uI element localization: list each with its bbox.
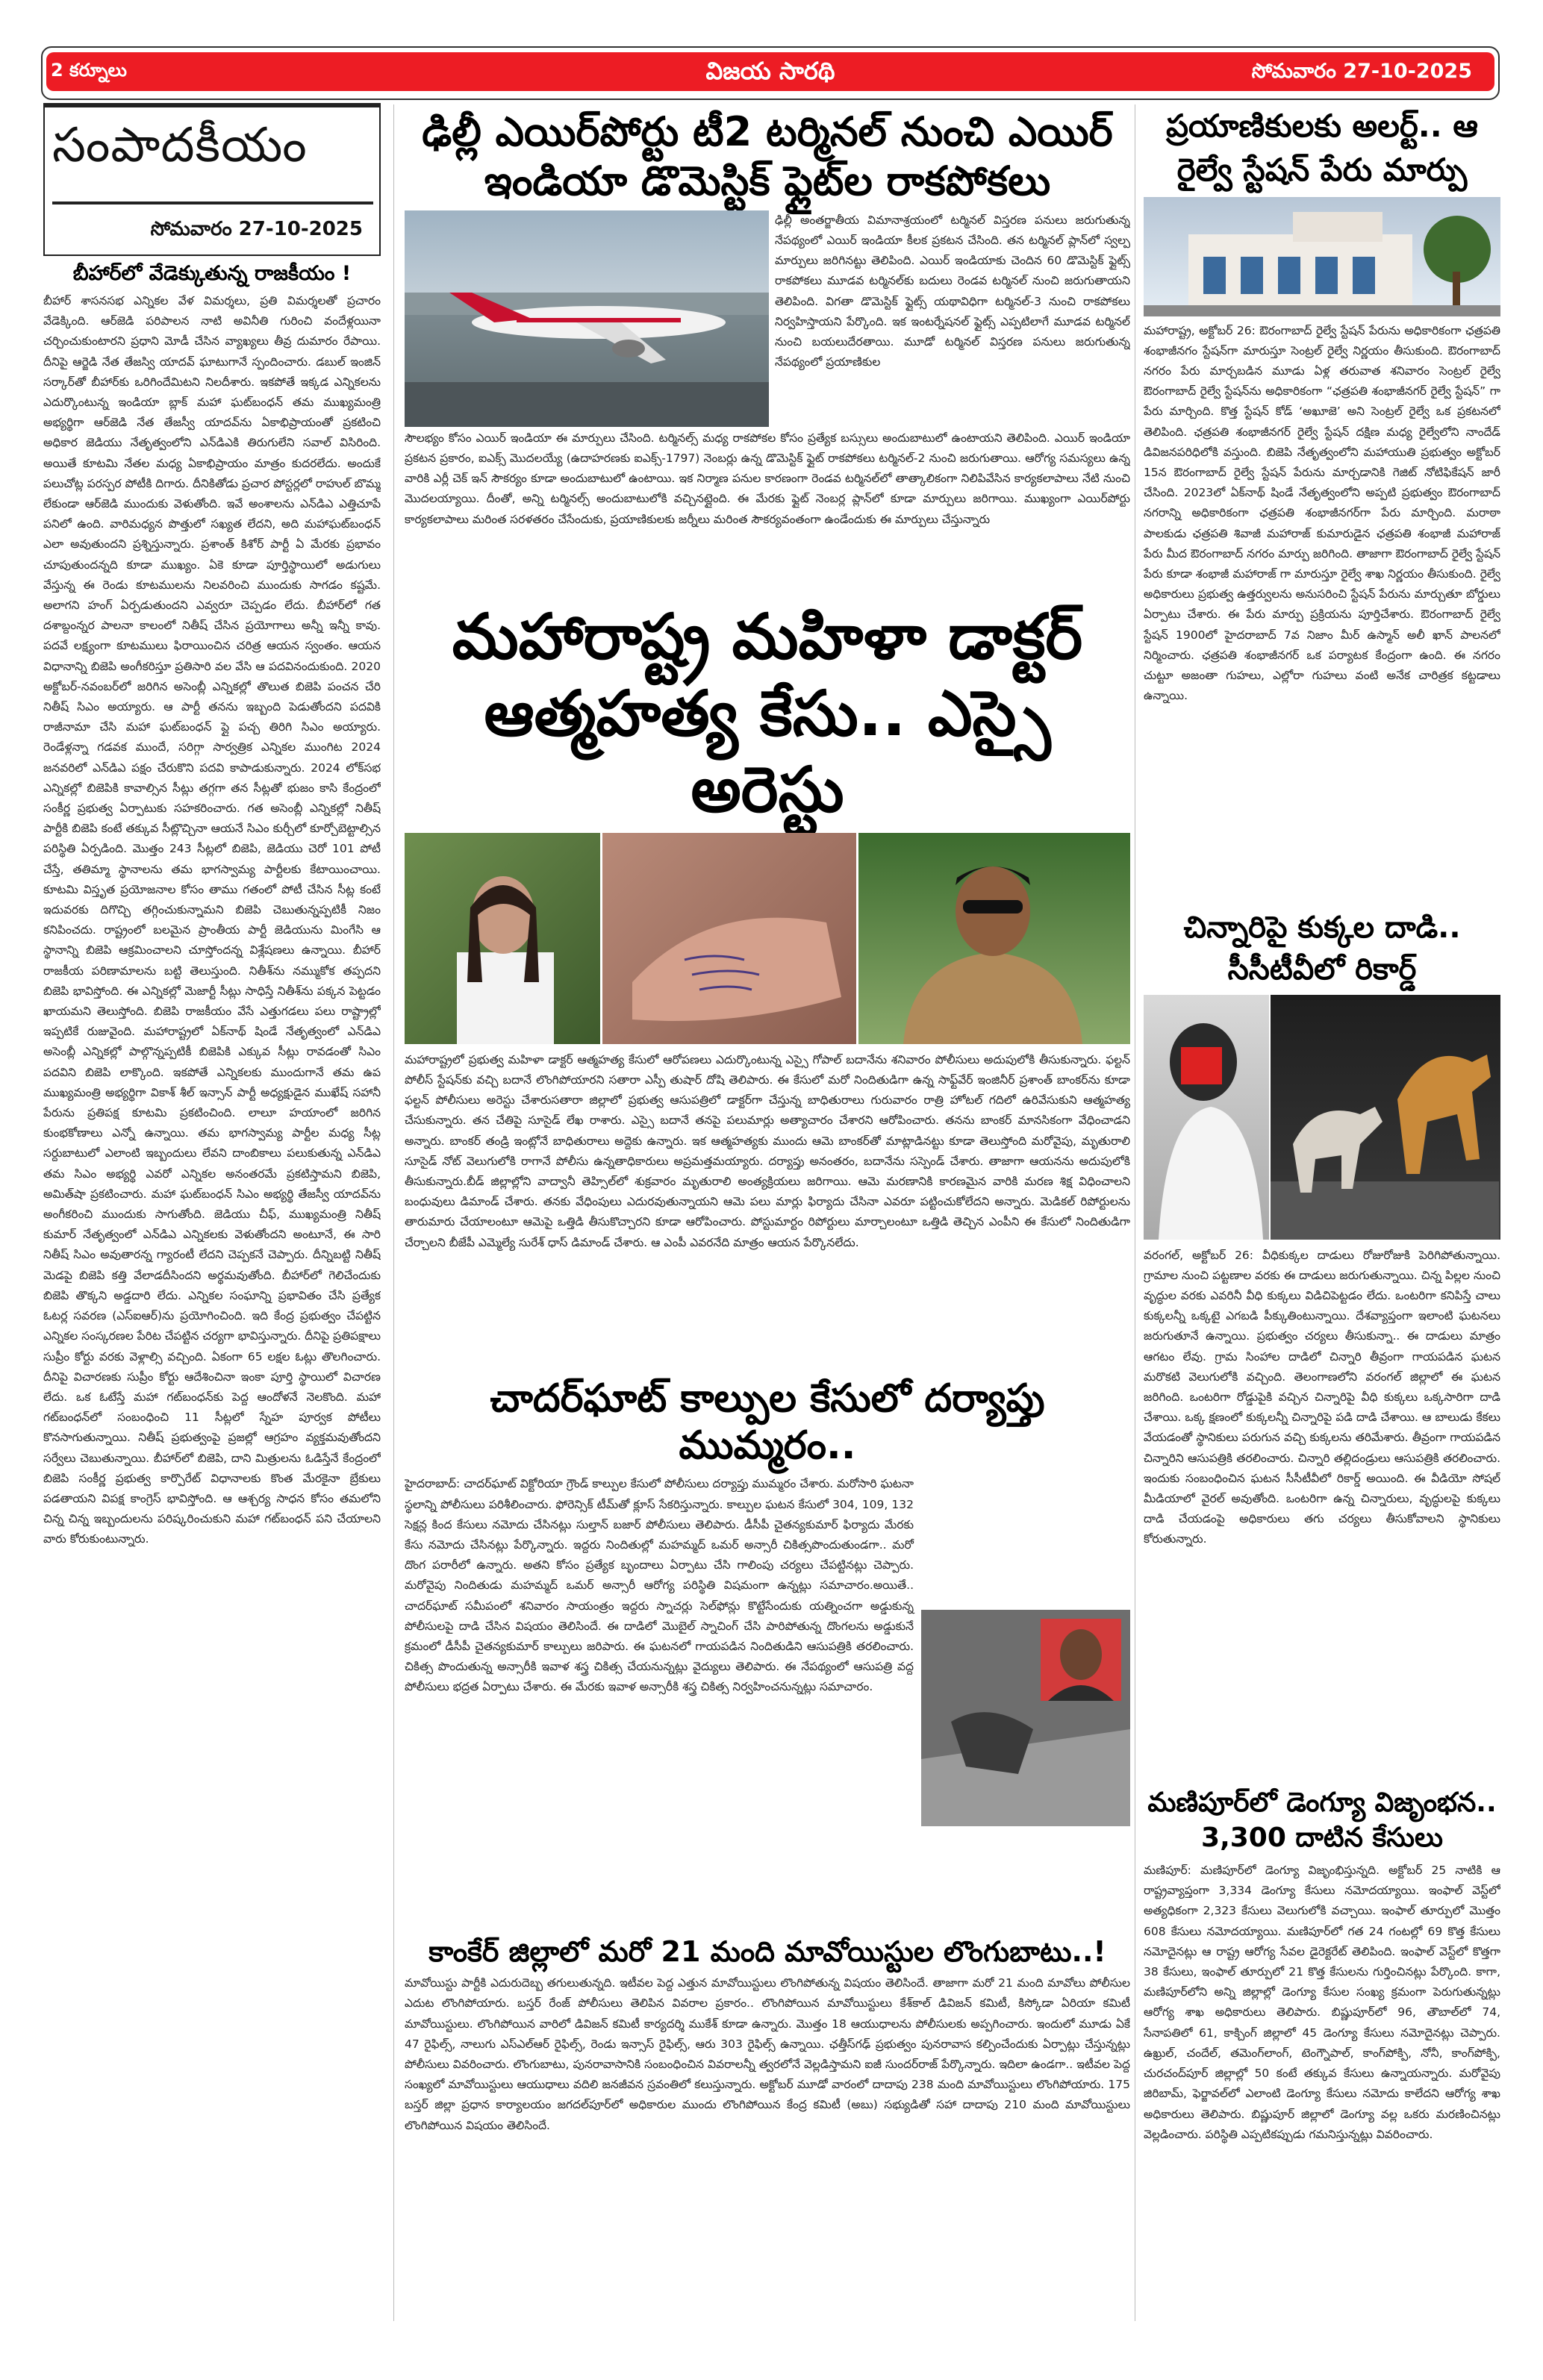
dog-photo-row (1144, 995, 1500, 1240)
column-divider (393, 104, 394, 2321)
dengue-headline-line2: 3,300 దాటిన కేసులు (1201, 1823, 1443, 1854)
dog-headline (1144, 907, 1500, 990)
airport-body-full (405, 428, 1130, 593)
child-photo (1144, 995, 1269, 1240)
airport-headline-line2: ఇండియా డొమెస్టిక్ ఫ్లైట్‌ల రాకపోకలు (484, 157, 1051, 204)
editorial-headline: బీహార్‌లో వేడెక్కుతున్న రాజకీయం ! (72, 262, 352, 285)
doctor-headline-line2: ఆత్మహత్య కేసు.. ఎస్సై అరెస్టు (484, 676, 1051, 827)
police-officer-photo (858, 833, 1130, 1044)
railway-headline (1144, 104, 1500, 193)
dog-headline-line2: సీసీటీవీలో రికార్డ్ (1227, 952, 1417, 987)
dog-headline-line1: చిన్నారిపై కుక్కల దాడి.. (1183, 910, 1461, 945)
hand-writing-image (602, 833, 856, 1044)
airport-text-side: ఢిల్లీ అంతర్జాతీయ విమానాశ్రయంలో టర్మినల్ విస్తరణ పనులు జరుగుతున్న నేపథ్యంలో ఎయిర్ ఇండియా కీలక ప్రకటన చేసింది. తన టర్మినల్ ప్లాన్‌లో స్వల్ప మార్పులు జరిగినట్టు తెలిపింది. ఎయిర్ ఇండియాకు చెందిన 60 డొమెస్టిక్ ఫ్లైట్స్ రాకపోకలు మూడవ టర్మినల్‌కు బదులు రెండవ టర్మినల్ నుంచి జరుగుతాయని తెలిపింది. విగతా డొమెస్టిక్ ఫ్లైట్స్ యథావిధిగా టర్మినల్-3 నుంచి రాకపోకలు నిర్వహిస్తాయని పేర్కొంది. ఇక ఇంటర్నేషనల్ ఫ్లైట్స్ ఎప్పటిలాగే మూడవ టర్మినల్ నుంచి బయలుదేరతాయి. మూడో టర్మినల్ విస్తరణ పనులు జరుగుతున్న నేపథ్యంలో ప్రయాణికుల (775, 213, 1130, 369)
officer-portrait-image (858, 833, 1129, 1044)
editorial-title: సంపాదకీయం (52, 118, 308, 173)
suicide-note-hand-photo (602, 833, 856, 1044)
airport-body-side (775, 210, 1130, 427)
maoist-body (405, 1973, 1130, 2321)
left-column (43, 103, 381, 2321)
dengue-body (1144, 1861, 1500, 2321)
masthead-date: సోమవారం 27-10-2025 (1251, 60, 1472, 83)
railway-text: మహారాష్ట్ర, అక్టోబర్ 26: ఔరంగాబాద్ రైల్వే స్టేషన్ పేరును అధికారికంగా ఛత్రపతి శంభాజీనగం స్టేషన్‌గా మారుస్తూ సెంట్రల్ రైల్వే నిర్ణయం తీసుకుంది. ఔరంగాబాద్ నగరం పేరు మార్చబడిన మూడు ఏళ్ల తరువాత శనివారం సెంట్రల్ రైల్వే ఔరంగాబాద్ రైల్వే స్టేషన్‌ను అధికారికంగా “ఛత్రపతి శంభాజీనగర్ రైల్వే స్టేషన్” గా పేరు మార్చింది. కొత్త స్టేషన్ కోడ్ ‘అఖూజె’ అని సెంట్రల్ రైల్వే ఒక ప్రకటనలో తెలిపింది. ఛత్రపతి శంభాజీనగర్ రైల్వే స్టేషన్ దక్షిణ మధ్య రైల్వేలోని నాందేడ్ డివిజనపరిధిలోకి వస్తుంది. బిజెపి నేతృత్వంలోని మహాయుతి ప్రభుత్వం అక్టోబర్ 15న ఔరంగాబాద్ రైల్వే స్టేషన్ పేరును మార్చడానికి గెజిట్ నోటిఫికేషన్ జారీ చేసింది. 2023లో ఏక్‌నాథ్ షిండే నేతృత్వంలోని అప్పటి ప్రభుత్వం ఔరంగాబాద్ నగరాన్ని అధికారికంగా ఛత్రపతి శంభాజీనగర్‌గా పేరు మార్చింది. మరాఠా పాలకుడు ఛత్రపతి శివాజీ మహారాజ్ కుమారుడైన ఛత్రపతి శంభాజీ మహారాజ్ పేరు మీద ఔరంగాబాద్ నగరం మార్పు జరిగింది. తాజాగా ఔరంగాబాద్ రైల్వే స్టేషన్ పేరు కూడా శంభాజీ మహారాజ్ గా మారుస్తూ రైల్వే శాఖ నిర్ణయం తీసుకుంది. రైల్వే అధికారులు ప్రభుత్వ ఉత్తర్వులను అనుసరించి స్టేషన్ పేరును మార్చుతూ బోర్డులు ఏర్పాటు చేశారు. ఈ పేరు మార్పు ప్రక్రియను పూర్తిచేశారు. ఔరంగాబాద్ రైల్వే స్టేషన్ 1900లో హైదరాబాద్ 7వ నిజాం మీర్ ఉస్మాన్ అలీ ఖాన్ పాలనలో నిర్మించారు. ఛత్రపతి శంభాజీనగర్ ఒక పర్యాటక కేంద్రంగా ఉంది. ఈ నగరం చుట్టూ అజంతా గుహలు, ఎల్లోరా గుహలు వంటి అనేక చారిత్రక కట్టడాలు ఉన్నాయి. (1144, 323, 1500, 703)
railway-station-photo (1144, 197, 1500, 316)
dengue-text: మణిపూర్: మణిపూర్‌లో డెంగ్యూ విజృంభిస్తున్నది. అక్టోబర్ 25 నాటికి ఆ రాష్ట్రవ్యాప్తంగా 3,334 డెంగ్యూ కేసులు నమోదయ్యాయి. ఇంఫాల్ వెస్ట్‌లో అత్యధికంగా 2,323 కేసులు వెలుగులోకి వచ్చాయి. ఇంఫాల్ తూర్పులో మొత్తం 608 కేసులు నమోదయ్యాయి. మణిపూర్‌లో గత 24 గంటల్లో 69 కొత్త కేసులు నమోదైనట్లు ఆ రాష్ట్ర ఆరోగ్య సేవల డైరెక్టరేట్ తెలిపింది. ఇంఫాల్ వెస్ట్‌లో కొత్తగా 38 కేసులు, ఇంఫాల్ తూర్పులో 21 కొత్త కేసులను గుర్తించినట్లు పేర్కొంది. కాగా, మణిపూర్‌లోని అన్ని జిల్లాల్లో డెంగ్యూ కేసుల సంఖ్య క్రమంగా పెరుగుతున్నట్లు ఆరోగ్య శాఖ అధికారులు తెలిపారు. బిష్ణుపూర్‌లో 96, తౌబాల్‌లో 74, సేనాపతిలో 61, కాక్చింగ్ జిల్లాలో 45 డెంగ్యూ కేసులు నమోదైనట్లు చెప్పారు. ఉఖ్రుల్, చందేల్, తమెంగ్‌లాంగ్, టెంగ్నౌపాల్, కాంగ్‌పోక్పి, నోనీ, కాంగ్‌పోక్పి, చురచంద్‌పూర్ జిల్లాల్లో 50 కంటే తక్కువ కేసులు ఉన్నాయన్నారు. మరోవైపు జిరిబామ్, ఫెర్జావల్‌లో ఎలాంటి డెంగ్యూ కేసులు నమోదు కాలేదని ఆరోగ్య శాఖ అధికారులు తెలిపారు. బిష్ణుపూర్ జిల్లాలో డెంగ్యూ వల్ల ఒకరు మరణించినట్లు వెల్లడించారు. పరిస్థితి ఎప్పటికప్పుడు గమనిస్తున్నట్లు వివరించారు. (1144, 1864, 1500, 2141)
airport-top-row (405, 210, 1130, 427)
dog-body (1144, 1246, 1500, 1781)
editorial-text: బీహార్ శాసనసభ ఎన్నికల వేళ విమర్శలు, ప్రతి విమర్శలతో ప్రచారం వేడెక్కింది. ఆర్‌జెడి పరిపాలన నాటి అవినీతి గురించి వందేళ్లయినా చర్చించుకుంటారని ప్రధాని మోడీ చేసిన వ్యాఖ్యలు తీవ్ర దుమారం రేపాయి. దీనిపై ఆర్జెడి నేత తేజస్వి యాదవ్ ఘాటుగానే స్పందించారు. డబుల్ ఇంజిన్ సర్కార్‌తో బీహార్‌కు ఒరిగిందేమిటని నిలదీశారు. ఇకపోతే ఇక్కడ ఎన్నికలను ఎదుర్కొంటున్న ఇండియా బ్లాక్ మహా ఘట్‌బంధన్ తమ ముఖ్యమంత్రి అభ్యర్థిగా ఆర్‌జెడి నేత తేజస్వీ యాదవ్‌ను ఏకాభిప్రాయంతో ప్రకటించి అధికార జెడియు నేతృత్వంలోని ఎన్‌డిఎకి తిరుగులేని సవాల్ విసిరింది. అయితే కూటమి నేతల మధ్య ఏకాభిప్రాయం మాత్రం కుదరలేదు. అందుకే పలుచోట్ల పరస్పర పోటీకి దిగారు. దీనికితోడు ప్రచార పోస్టర్లలో రాహుల్ బొమ్మ లేకుండా ఆర్‌జెడి ముందుకు వెళుతోంది. ఇవే అంశాలను ఎన్‌డిఎ ఎత్తిచూపే పనిలో ఉంది. వారిమధ్యన పొత్తులో సఖ్యత లేదని, అది మహాఘట్‌బంధన్ ఎలా అవుతుందని ప్రశ్నిస్తున్నారు. ప్రశాంత్ కిశోర్ పార్టీ ఏ మేరకు ప్రభావం చూపుతుందన్నది కూడా ముఖ్యం. ఏకె కూడా పూర్తిస్థాయిలో అడుగులు వేస్తున్న ఈ రెండు కూటములను నిలవరించి ముందుకు సాగడం కష్టమే. అలాగని హంగ్ ఏర్పడుతుందని ఎవ్వరూ చెప్పడం లేదు. బీహార్‌లో గత దశాబ్దంన్నర పాలనా కాలంలో నితీష్ చేసిన ప్రయోగాలు అన్నీ ఇన్నీ కావు. పదవే లక్ష్యంగా కూటములు ఫిరాయించిన చరిత్ర ఆయన స్వంతం. ఆయన విధానాన్ని బిజెపి అంగీకరిస్తూ ప్రతిసారి వల వేసి ఆ పదవినందుకుంది. 2020 అక్టోబర్‌-నవంబర్‌లో జరిగిన అసెంబ్లీ ఎన్నికల్లో తొలుత బిజెపి పంచన చేరి నితీష్ సిఎం అయ్యారు. ఆ పార్టీ తనను ఇబ్బంది పెడుతోందని పదవికి రాజీనామా చేసి మహా ఘట్‌బంధన్ ప్లై పచ్చ తిరిగి సిఎం అయ్యారు. రెండేళ్లన్నా గడవక ముందే, సరిగ్గా సార్వత్రిక ఎన్నికల ముంగిట 2024 జనవరిలో ఎన్‌డిఎ పక్షం చేరుకొని పదవి కాపాడుకున్నారు. 2024 లోక్‌సభ ఎన్నికల్లో బిజెపికి కావాల్సిన సీట్లు తగ్గగా తన సీట్లతో భుజం కాసి కేంద్రంలో సంకీర్ణ ప్రభుత్వ ఏర్పాటుకు సహకరించారు. గత అసెంబ్లీ ఎన్నికల్లో నితీష్ పార్టీకి బిజెపి కంటే తక్కువ సీట్లొచ్చినా ఆయనే సిఎం కుర్చీలో కూర్చోబెట్టాల్సిన పరిస్థితి ఏర్పడింది. మొత్తం 243 సీట్లలో బిజెపి, జెడియు చెరో 101 పోటీ చేస్తే, తతిమ్మా స్థానాలను తమ భాగస్వామ్య పార్టీలకు కేటాయించాయి. కూటమి విస్తృత ప్రయోజనాల కోసం తాము గతంలో పోటీ చేసిన సీట్ల కంటే ఇదువరకు దిగొచ్చి తగ్గించుకున్నామని బిజెపి చెబుతున్నప్పటికీ నిజం కనిపించదు. రాష్ట్రంలో బలమైన ప్రాంతీయ పార్టీ జెడియును మింగేసి ఆ స్థానాన్ని బిజెపి ఆక్రమించాలని చూస్తోందన్న విశ్లేషణలు ఉన్నాయి. బీహార్ రాజకీయ పరిణామాలను బట్టి తెలుస్తుంది. నితీశ్‌ను నమ్ముకోక తప్పదని బిజెపి భావిస్తోంది. ఈ ఎన్నికల్లో మెజార్టీ సీట్లు సాధిస్తే నితీశ్‌ను పక్కన పెట్టడం ఖాయమని తెలుస్తోంది. బిజెపి రాజకీయం వేసే ఎత్తుగడలు పలు రాష్ట్రాల్లో ఇప్పటికే రుజువైంది. మహారాష్ట్రలో ఏక్‌నాథ్ షిండే నేతృత్వంలో ఎన్‌డిఎ అసెంబ్లీ ఎన్నికల్లో పాల్గొన్నప్పటికీ బిజెపికి ఎక్కువ సీట్లు రావడంతో సిఎం పదవిని బిజెపి లాక్కొంది. ఇకపోతే ఎన్నికలకు ముందుగానే తమ ఉప ముఖ్యమంత్రి అభ్యర్థిగా వికాశ్ శీల్ ఇన్సాన్ పార్టీ అధ్యక్షుడైన ముఖేష్ సహానీ పేరును ప్రతిపక్ష కూటమి ప్రకటించింది. లాలూ హయాంలో జరిగిన కుంభకోణాలు ఎన్నో ఉన్నాయి. తమ భాగస్వామ్య పార్టీల మధ్య సీట్ల సర్దుబాటులో ఎలాంటి ఇబ్బందులు లేవని దాంబికాలు పలుకుతున్న ఎన్‌డిఎ తమ సిఎం అభ్యర్థి ఎవరో ఎన్నికల అనంతరమే ప్రకటిస్తామని బిజెపి, అమిత్‌షా ప్రకటించారు. మహా ఘట్‌బంధన్‌ సిఎం అభ్యర్థి తేజస్వీ యాదవ్‌ను అంగీకరించి ముందుకు సాగుతోంది. జెడియు చీఫ్, ముఖ్యమంత్రి నితీష్ కుమార్ నేతృత్వంలో ఎన్‌డిఎ ఎన్నికలకు వెళుతోందని అంటూనే, ఈ సారి నితీష్ సిఎం అవుతారన్న గ్యారంటీ లేదని చెప్పకనే చెప్పారు. దీన్నిబట్టి నితీష్ మెడపై బిజెపి కత్తి వేలాడదీసిందని అర్థమవుతోంది. బీహార్‌లో గెలిచేందుకు బిజెపి తొక్కని అడ్డదారి లేదు. ఎన్నికల సంఘాన్ని ప్రభావితం చేసి ప్రత్యేక ఓటర్ల సవరణ (ఎస్ఐఆర్)ను ప్రయోగించింది. ఇది కేంద్ర ప్రభుత్వం చేపట్టిన ఎన్నికల సంస్కరణల పేరిట చేపట్టిన చర్యగా భావిస్తున్నారు. దీనిపై ప్రతిపక్షాలు సుప్రీం కోర్టు వరకు వెళ్లాల్సి వచ్చింది. ఏకంగా 65 లక్షల ఓట్లు తొలగించారు. దీనిపై విచారణకు సుప్రీం కోర్టు ఆదేశించినా ఇంకా పూర్తి స్థాయిలో విచారణ లేదు. ఒక ఓటేస్తే మహా గట్‌బంధన్‌కు పెద్ద ఆందోళనే నెలకొంది. మహా గట్‌బంధన్‌లో సంబంధించి 11 సీట్లలో స్నేహ పూర్వక పోటీలు కొనసాగుతున్నాయి. నితీష్ ప్రభుత్వంపై ప్రజల్లో ఆగ్రహం వ్యక్తమవుతోందని సర్వేలు చెబుతున్నాయి. బీహార్‌లో బిజెపి, దాని మిత్రులను ఓడిస్తేనే కేంద్రంలో బిజెపి సంకీర్ణ ప్రభుత్వ కార్పొరేట్ విధానాలకు కొంత మేరకైనా బ్రేకులు పడతాయని విపక్ష కాంగ్రెస్ భావిస్తోంది. ఆ ఆశ్చర్య సాధన కోసం తమలోని చిన్న చిన్న ఇబ్బందులను పరిష్కరించుకుని మహా గట్‌బంధన్ పని చేయాలని వారు కోరుకుంటున్నారు. (43, 293, 381, 1546)
doctor-headline-line1: మహారాష్ట్ర మహిళా డాక్టర్ (452, 600, 1083, 674)
dengue-headline-line1: మణిపూర్‌లో డెంగ్యూ విజృంభన.. (1147, 1787, 1497, 1819)
railway-headline-line1: ప్రయాణికులకు అలర్ట్.. ఆ (1166, 107, 1478, 144)
chadarghat-photo (921, 1610, 1130, 1826)
railway-headline-line2: రైల్వే స్టేషన్ పేరు మార్పు (1176, 151, 1468, 188)
doctor-headline (405, 599, 1130, 828)
station-building-image (1144, 197, 1500, 316)
injured-child-image (1144, 995, 1269, 1240)
right-column (1144, 103, 1500, 2321)
dengue-headline (1144, 1786, 1500, 1856)
doctor-photo (405, 833, 600, 1044)
airport-headline (405, 107, 1130, 206)
float-spacer (914, 1474, 1130, 1610)
middle-column (405, 103, 1130, 2321)
dog-text: వరంగల్, అక్టోబర్ 26: వీధికుక్కల దాడులు రోజురోజుకి పెరిగిపోతున్నాయి. గ్రామాల నుంచి పట్టణాల వరకు ఈ దాడులు జరుగుతున్నాయి. చిన్న పిల్లల నుంచి వృద్ధుల వరకు ఎవరినీ వీధి కుక్కలు విడిచిపెట్టడం లేదు. ఒంటరిగా కనిపిస్తే చాలు కుక్కలన్నీ ఒక్కటై ఎగబడి పీక్కుతింటున్నాయి. దేశవ్యాప్తంగా ఇలాంటి ఘటనలు జరుగుతూనే ఉన్నాయి. ప్రభుత్వం చర్యలు తీసుకున్నా.. ఈ దాడులు మాత్రం ఆగటం లేవు. గ్రామ సింహాల దాడిలో చిన్నారి తీవ్రంగా గాయపడిన ఘటన మరొకటి వెలుగులోకి వచ్చింది. తెలంగాణలోని వరంగల్ జిల్లాలో ఈ ఘటన జరిగింది. ఒంటరిగా రోడ్డుపైకి వచ్చిన చిన్నారిపై వీధి కుక్కలు ఒక్కసారిగా దాడి చేశాయి. ఒక్క క్షణంలో కుక్కలన్నీ చిన్నారిపై పడి దాడి చేశాయి. ఆ బాలుడు కేకలు వేయడంతో స్థానికులు పరుగున వచ్చి కుక్కలను తరిమేశారు. తీవ్రంగా గాయపడిన చిన్నారిని ఆసుపత్రికి తరలించారు. చిన్నారి తల్లిదండ్రులు ఆసుపత్రికి తరలించారు. ఇందుకు సంబంధించిన ఘటన సీసీటీవీలో రికార్డ్ అయింది. ఈ వీడియో సోషల్ మీడియాలో వైరల్ అవుతోంది. ఒంటరిగా ఉన్న చిన్నారులు, వృద్ధులపై కుక్కలు దాడి చేయడంపై అధికారులు తగు చర్యలు తీసుకోవాలని స్థానికులు కోరుతున్నారు. (1144, 1248, 1500, 1546)
railway-body (1144, 321, 1500, 901)
doctor-text: మహారాష్ట్రలో ప్రభుత్వ మహిళా డాక్టర్ ఆత్మహత్య కేసులో ఆరోపణలు ఎదుర్కొంటున్న ఎస్సై గోపాల్ బదానేను శనివారం పోలీసులు అదుపులోకి తీసుకున్నారు. ఫల్టన్ పోలీస్ స్టేషన్‌కు వచ్చి బదానే లొంగిపోయారని సతారా ఎస్పీ తుషార్ దోషి తెలిపారు. ఈ కేసులో మరో నిందితుడిగా ఉన్న సాఫ్ట్‌వేర్ ఇంజినీర్ ప్రశాంత్ బాంకర్‌ను కూడా ఫల్టన్ పోలీసులు అరెస్టు చేశారుసతారా జిల్లాలో ప్రభుత్వ ఆసుపత్రిలో డాక్టర్‌గా చేస్తున్న బాధితురాలు గురువారం రాత్రి హోటల్ గదిలో ఉరివేసుకుని ఆత్మహత్య చేసుకున్నారు. తన చేతిపై సూసైడ్ లేఖ రాశారు. ఎస్సై బదానే తనపై పలుమార్లు అత్యాచారం చేశారని ఆరోపించారు. తనను బాంకర్ మానసికంగా వేధించాడని అన్నారు. బాంకర్ తండ్రి ఇంట్లోనే బాధితురాలు అద్దెకు ఉన్నారు. ఇక ఆత్మహత్యకు ముందు ఆమె బాంకర్‌తో మాట్లాడినట్టు కూడా తెలుస్తోంది మరోవైపు, మృతురాలి సూసైడ్ నోట్ వెలుగులోకి రాగానే పోలీసు ఉన్నతాధికారులు అప్రమత్తమయ్యారు. దర్యాప్తు అనంతరం, బదానేను సస్పెండ్ చేశారు. తాజాగా ఆయనను అదుపులోకి తీసుకున్నారు.బీడ్ జిల్లాల్లోని వాద్వానీ తెహ్సిల్‌లో శుక్రవారం మృతురాలి అంత్యక్రియలు జరిగాయి. ఆమె మరణానికి కారణమైన వారికి మరణ శిక్ష విధించాలని బంధువులు డిమాండ్ చేశారు. తనకు వేధింపులు ఎదురవుతున్నాయని ఆమె పలు మార్లు ఫిర్యాదు చేసినా ఎవరూ పట్టించుకోలేదని అన్నారు. మెడికల్ రిపోర్టులను తారుమారు చేయాలంటూ ఆమెపై ఒత్తిడి తీసుకొచ్చారని కూడా ఆరోపించారు. పోస్టుమార్టం రిపోర్టులు మార్చాలంటూ ఒత్తిడి తెచ్చిన ఎంపీని ఈ కేసులో నిందితుడిగా చేర్చాలని బీజేపీ ఎమ్మెల్యే సురేశ్ ధాస్ డిమాండ్ చేశారు. ఆ ఎంపీ ఎవరనేది మాత్రం ఆయన పేర్కొనలేదు. (405, 1052, 1130, 1249)
airport-headline-line1: ఢిల్లీ ఎయిర్‌పోర్టు టీ2 టర్మినల్ నుంచి ఎయిర్ (422, 108, 1113, 155)
doctor-body (405, 1050, 1130, 1369)
dogs-attack-photo (1271, 995, 1500, 1240)
page-label: 2 కర్నూలు (51, 60, 127, 81)
chadarghat-text: హైదరాబాద్: చాదర్‌ఘాట్ విక్టోరియా గ్రౌండ్ కాల్పుల కేసులో పోలీసులు దర్యాప్తు ముమ్మరం చేశారు. మరోసారి ఘటనా స్థలాన్ని పోలీసులు పరిశీలించారు. ఫోరెన్సిక్ టీమ్‌తో క్లూస్ సేకరిస్తున్నారు. కాల్పుల ఘటన కేసులో 304, 109, 132 సెక్షన్ల కింద కేసులు నమోదు చేసినట్లు సుల్తాన్ బజార్ పోలీసులు తెలిపారు. డీసీపీ చైతన్యకుమార్ ఫిర్యాదు మేరకు కేసు నమోదు చేసినట్లు పేర్కొన్నారు. ఇద్దరు నిందితుల్లో మహమ్మద్ ఒమర్ అన్సారీ చికిత్సపొందుతుండగా.. మరో దొంగ పరారీలో ఉన్నారు. అతని కోసం ప్రత్యేక బృందాలు ఏర్పాటు చేసి గాలింపు చర్యలు చేపట్టినట్లు చెప్పారు. మరోవైపు నిందితుడు మహమ్మద్ ఒమర్ అన్సారీ ఆరోగ్య పరిస్థితి విషమంగా ఉన్నట్లు సమాచారం.అయితే.. చాదర్‌ఘాట్ సమీపంలో శనివారం సాయంత్రం ఇద్దరు స్నాచర్లు సెల్‌ఫోన్లు కొట్టేసేందుకు యత్నించగా అడ్డుకున్న పోలీసులపై దాడి చేసిన విషయం తెలిసిందే. ఈ దాడిలో మొబైల్ స్నాచింగ్ చేసి పారిపోతున్న దొంగలను అడ్డుకునే క్రమంలో డీసీపీ చైతన్యకుమార్ కాల్పులు జరిపారు. ఈ ఘటనలో గాయపడిన నిందితుడిని ఆసుపత్రికి తరలించారు. చికిత్స పొందుతున్న అన్సారీకి ఇవాళ శస్త్ర చికిత్స చేయనున్నట్లు వైద్యులు తెలిపారు. ఈ నేపథ్యంలో ఆసుపత్రి వద్ద పోలీసులు భద్రత ఏర్పాటు చేశారు. ఈ మేరకు ఇవాళ అన్సారీకి శస్త్ర చికిత్స నిర్వహించనున్నట్లు సమాచారం. (405, 1477, 914, 1694)
masthead-bar (46, 52, 1494, 91)
stray-dogs-image (1271, 995, 1499, 1240)
maoist-text: మావోయిస్టు పార్టీకి ఎదురుదెబ్బ తగులుతున్నది. ఇటీవల పెద్ద ఎత్తున మావోయిస్టులు లొంగిపోతున్న విషయం తెలిసిందే. తాజాగా మరో 21 మంది మావోలు పోలీసుల ఎదుట లొంగిపోయారు. బస్తర్ రేంజ్ పోలీసులు తెలిపిన వివరాల ప్రకారం.. లొంగిపోయిన మావోయిస్టులు కేశ్‌కాల్ డివిజన్ కమిటీ, కిస్కోడా ఏరియా కమిటీ మావోయిస్టులు. లొంగిపోయిన వారిలో డివిజన్ కమిటీ కార్యదర్శి ముకేశ్ కూడా ఉన్నారు. మొత్తం 18 ఆయుధాలను పోలీసులకు అప్పగించారు. ఇందులో మూడు ఏకే 47 రైఫిల్స్, నాలుగు ఎస్‌ఎల్ఆర్ రైఫిల్స్, రెండు ఇన్సాస్ రైఫిల్స్, ఆరు 303 రైఫిల్స్ ఉన్నాయి. ఛత్తీస్‌గఢ్ ప్రభుత్వం పునరావాస కల్పించేందుకు ఏర్పాట్లు చేస్తున్నట్లు పోలీసులు వివరించారు. లొంగుబాటు, పునరావాసానికి సంబంధించిన వివరాలన్నీ త్వరలోనే వెల్లడిస్తామని ఐజీ సుందర్‌రాజ్ పేర్కొన్నారు. ఇదిలా ఉండగా.. ఇటీవల పెద్ద సంఖ్యలో మావోయిస్టులు ఆయుధాలు వదిలి జనజీవన స్రవంతిలో కలుస్తున్నారు. అక్టోబర్ మూడో వారంలో దాదాపు 238 మంది మావోయిస్టులు లొంగిపోయారు. 175 బస్తర్ జిల్లా ప్రధాన కార్యాలయం జగదల్‌పూర్‌లో అధికారుల ముందు లొంగిపోయిన కేంద్ర కమిటీ (అబు) సభ్యుడితో సహా దాదాపు 210 మంది మావోయిస్టులు లొంగిపోయిన విషయం తెలిసిందే. (405, 1976, 1130, 2132)
chadarghat-body (405, 1474, 1130, 1928)
doctor-photo-row (405, 833, 1130, 1044)
maoist-headline: కాంకేర్ జిల్లాలో మరో 21 మంది మావోయిస్టుల లొంగుబాటు..! (428, 1934, 1106, 1968)
airport-text-full: సౌలభ్యం కోసం ఎయిర్ ఇండియా ఈ మార్పులు చేసింది. టర్మినల్స్ మధ్య రాకపోకల కోసం ప్రత్యేక బస్సులు అందుబాటులో ఉంటాయని తెలిపింది. ఎయిర్ ఇండియా ప్రకటన ప్రకారం, ఐఎక్స్ మొదలయ్యే (ఉదాహరణకు ఐఎక్స్-1797) నెంబర్లు ఉన్న డొమెస్టిక్ ఫ్లైట్ రాకపోకలు టర్మినల్-2 నుంచి జరుగుతాయి. ఆరోగ్య సమస్యలు ఉన్న వారికి ఎర్లీ చెక్ ఇన్ సౌకర్యం కూడా అందుబాటులో ఉంటాయి. ఇక నిర్మాణ పనుల కారణంగా రెండవ టర్మినల్‌లో తాత్కాలికంగా నిలిపివేసిన కార్యకలాపాలు నేటి నుంచి మొదలయ్యాయి. దీంతో, అన్ని టర్మినల్స్ అందుబాటులోకి వచ్చినట్లైంది. ఈ మేరకు ఫ్లైట్ నెంబర్ల ప్లాన్‌లో కూడా మార్పులు జరిగాయి. ముఖ్యంగా ఎయిర్‌పోర్టు కార్యకలాపాలు మరింత సరళతరం చేసేందుకు, ప్రయాణికులకు జర్నీలు మరింత సౌకర్యవంతంగా ఉండేందుకు ఈ మార్పులు చేస్తున్నారు (405, 431, 1130, 526)
editorial-box (43, 103, 381, 256)
editorial-body (43, 291, 381, 2321)
paper-name: విజయ సారథి (705, 57, 835, 85)
divider (52, 202, 373, 204)
airport-photo (405, 210, 769, 427)
air-india-plane-image (405, 210, 769, 427)
chadarghat-headline: చాదర్‌ఘాట్ కాల్పుల కేసులో దర్యాప్తు ముమ్మరం.. (490, 1375, 1045, 1468)
crime-scene-image (921, 1610, 1130, 1826)
woman-portrait-image (405, 833, 600, 1044)
editorial-date: సోమవారం 27-10-2025 (150, 218, 363, 240)
